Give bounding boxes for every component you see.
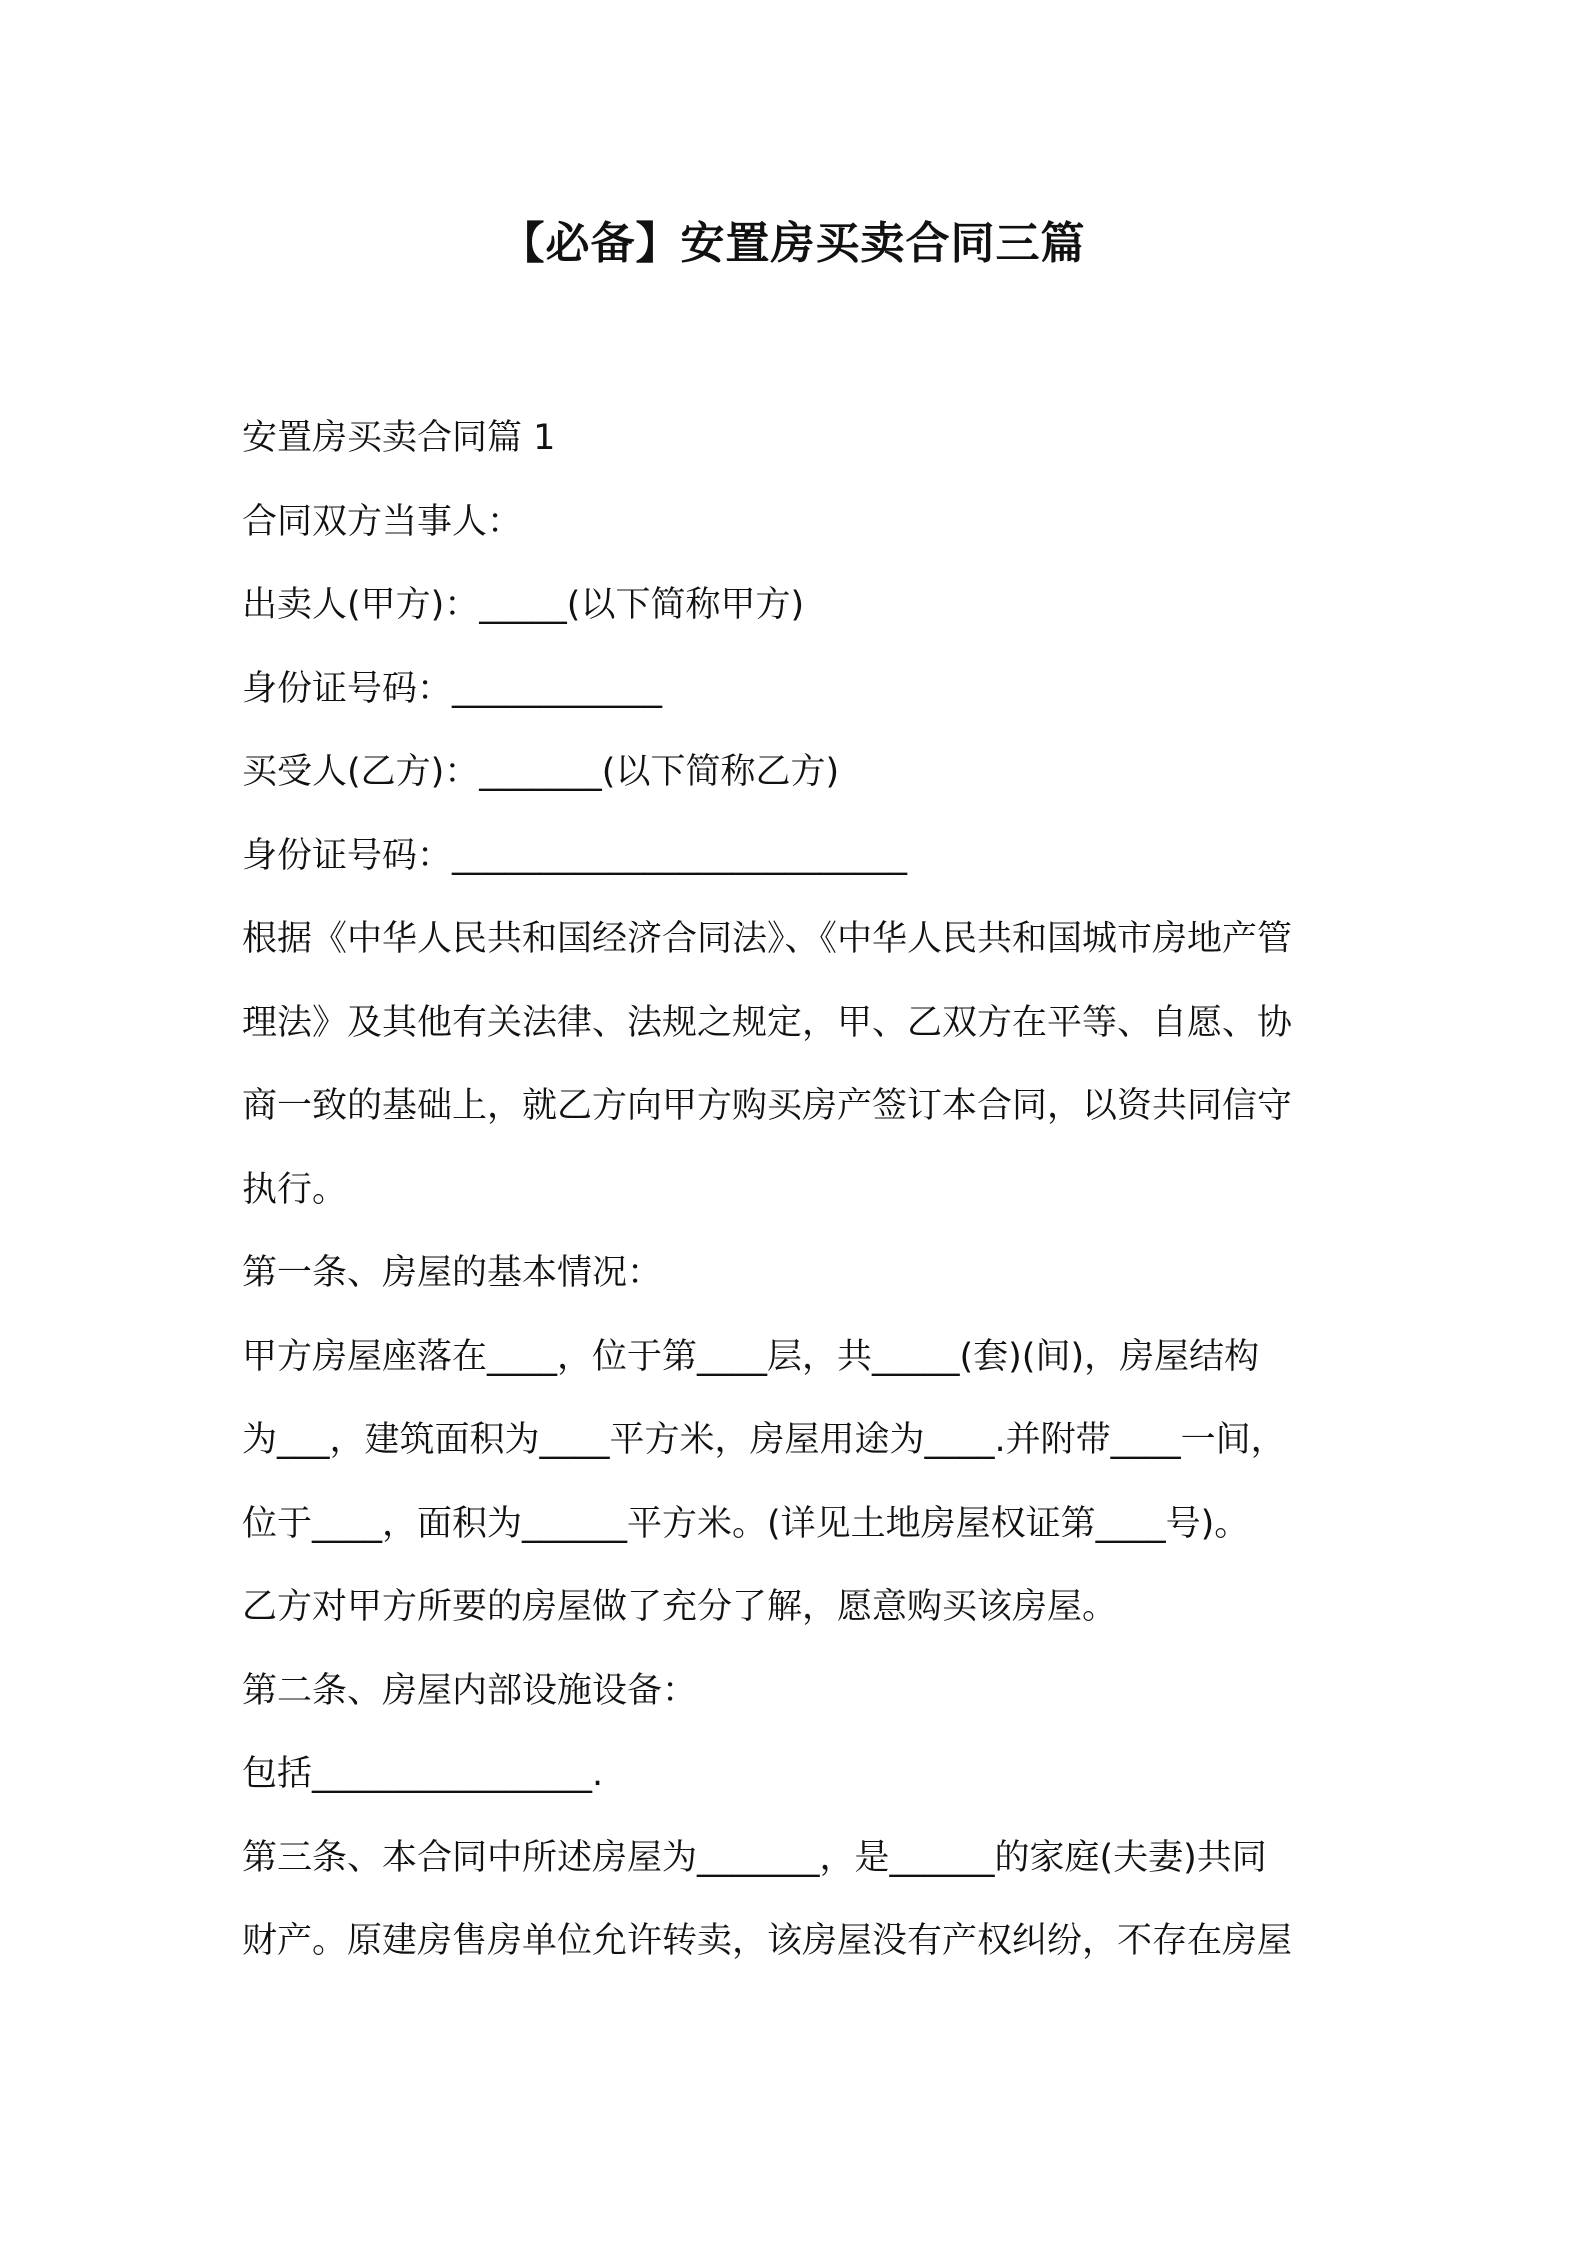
article-1-text: 甲方房屋座落在____，位于第____层，共_____(套)(间)，房屋结构	[242, 1336, 1260, 1377]
article-1-text: 位于____，面积为______平方米。(详见土地房屋权证第____号)。	[242, 1503, 1250, 1544]
buyer-line: 买受人(乙方)：_______(以下简称乙方)	[242, 752, 840, 792]
seller-id-line: 身份证号码：____________	[242, 668, 663, 709]
seller-line: 出卖人(甲方)：_____(以下简称甲方)	[242, 585, 805, 625]
preamble-line: 商一致的基础上，就乙方向甲方购买房产签订本合同，以资共同信守	[242, 1086, 1293, 1126]
preamble-line: 理法》及其他有关法律、法规之规定，甲、乙双方在平等、自愿、协	[242, 1002, 1293, 1043]
preamble-line: 根据《中华人民共和国经济合同法》、《中华人民共和国城市房地产管	[242, 919, 1293, 959]
parties-heading: 合同双方当事人：	[242, 501, 523, 542]
article-2-heading: 第二条、房屋内部设施设备：	[242, 1670, 698, 1711]
document-title: 【必备】安置房买卖合同三篇	[500, 218, 1086, 269]
article-1-heading: 第一条、房屋的基本情况：	[242, 1253, 663, 1293]
article-1-text: 为___，建筑面积为____平方米，房屋用途为____.并附带____一间，	[242, 1420, 1286, 1460]
article-3-text: 财产。原建房售房单位允许转卖，该房屋没有产权纠纷，不存在房屋	[242, 1921, 1293, 1961]
article-3-text: 第三条、本合同中所述房屋为_______，是______的家庭(夫妻)共同	[242, 1837, 1267, 1878]
document-body	[242, 408, 1362, 1995]
article-2-text: 包括________________.	[242, 1754, 604, 1794]
buyer-id-line: 身份证号码：__________________________	[242, 835, 908, 876]
preamble-line: 执行。	[242, 1169, 348, 1210]
section-heading: 安置房买卖合同篇 1	[242, 418, 556, 458]
article-1-text: 乙方对甲方所要的房屋做了充分了解，愿意购买该房屋。	[242, 1587, 1118, 1627]
